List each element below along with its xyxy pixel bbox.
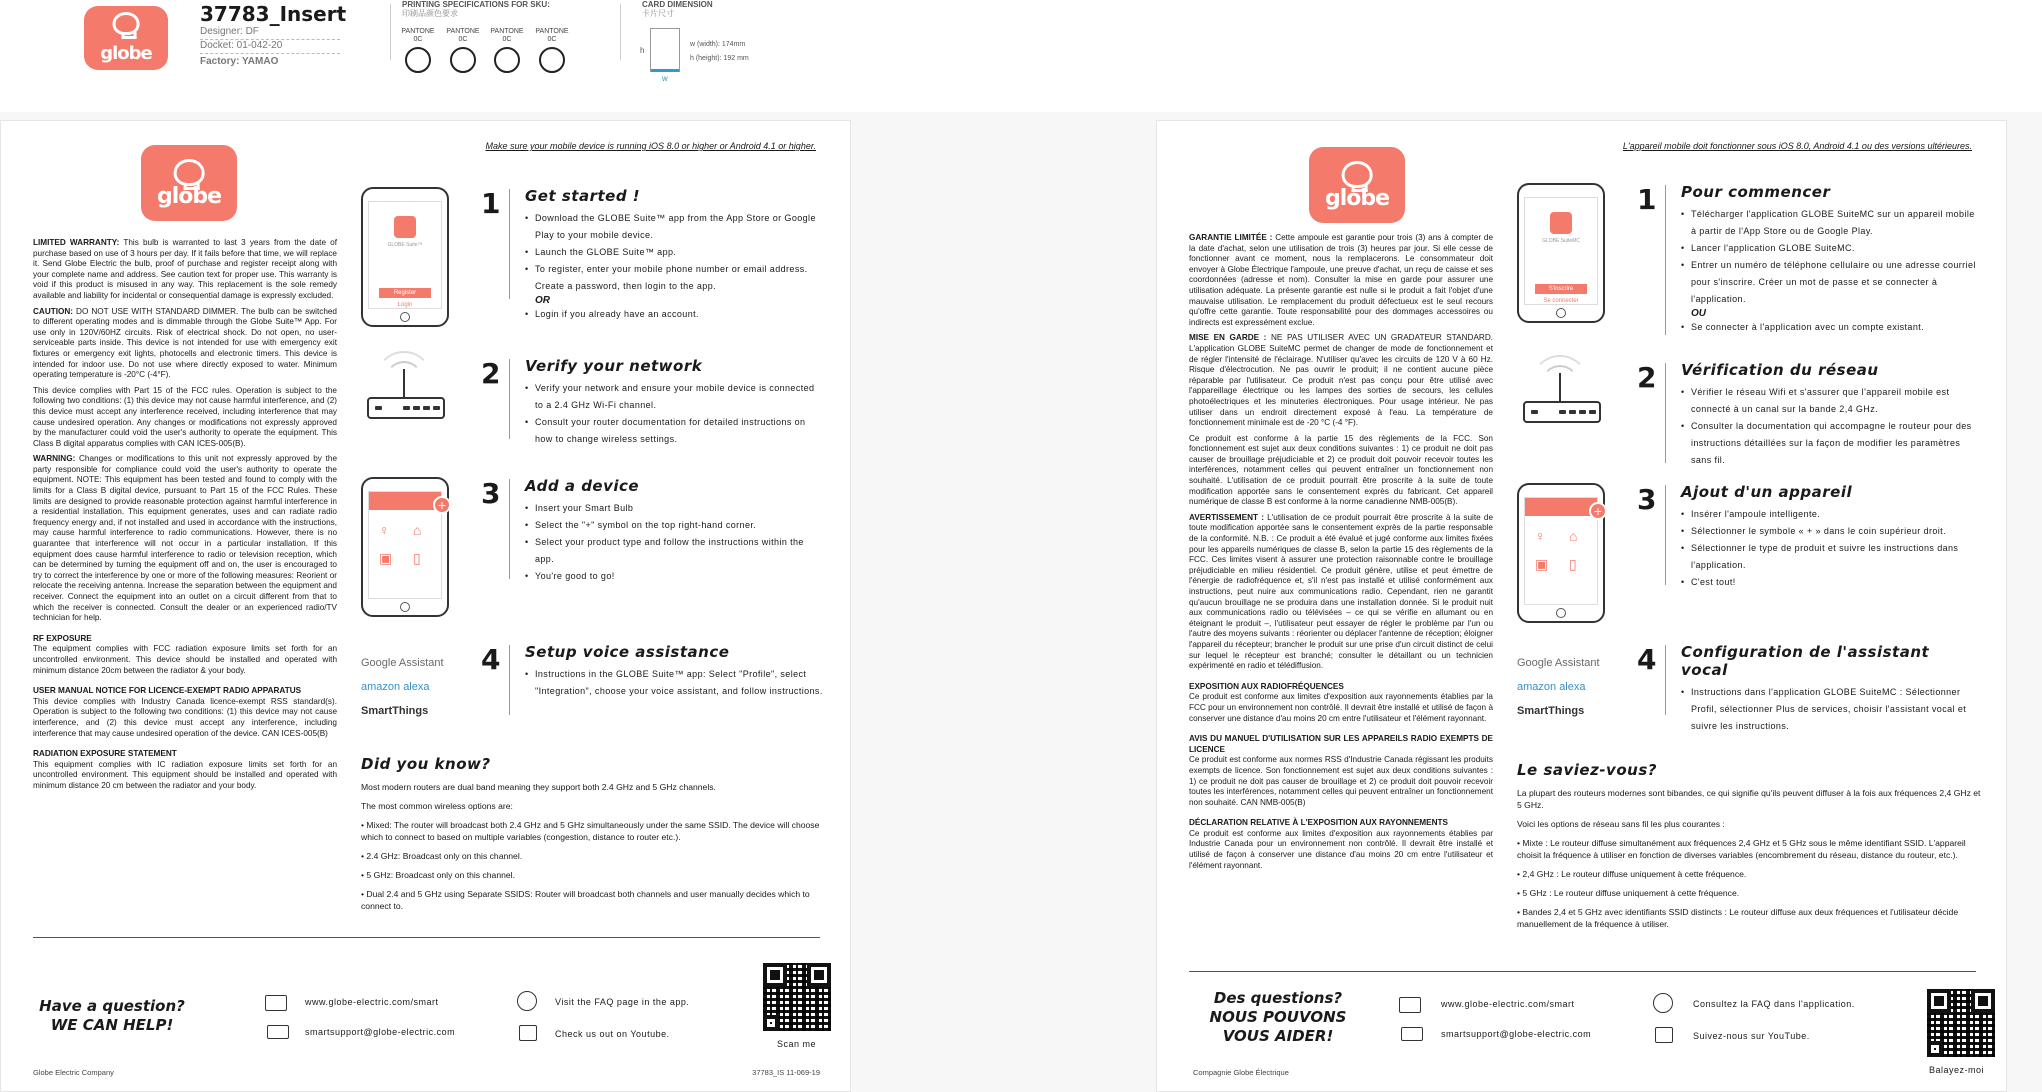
step-4 (361, 643, 831, 763)
rf-exposure-heading: EXPOSITION AUX RADIOFRÉQUENCES (1189, 681, 1344, 691)
dyk-text: Most modern routers are dual band meaning they support both 2.4 GHz and 5 GHz channels. (361, 782, 716, 792)
globe-logo: globe (84, 6, 168, 70)
register-button: S'inscrire (1535, 284, 1587, 294)
faq-link[interactable]: Visit the FAQ page in the app. (555, 997, 690, 1007)
licence-exempt-paragraph: This device complies with Industry Canada licence-exempt RSS standard(s). Operation is subject to the following two conditions: (1) this device may not cause interference, and (2) this device must accept any interference, including interference that may cause undesired operation of the device. CAN ICES-005(B) (33, 696, 337, 738)
instruction: • To register, enter your mobile phone number or email address. Create a password, then login to the app. (525, 261, 825, 295)
instruction: • Instructions in the GLOBE Suite™ app: Select "Profile", select "Integration", choose your voice assistant, and follow instructions. (525, 666, 825, 700)
company-name: Compagnie Globe Électrique (1193, 1068, 1289, 1077)
pantone-swatch: PANTONE 0C (445, 28, 481, 73)
step-title: Verify your network (525, 357, 703, 375)
instruction: • Select your product type and follow the instructions within the app. (525, 534, 825, 568)
website-link[interactable]: www.globe-electric.com/smart (1441, 999, 1575, 1009)
help-heading: Have a question? WE CAN HELP! (39, 997, 185, 1034)
radiation-heading: RADIATION EXPOSURE STATEMENT (33, 749, 177, 759)
dyk-text: • Mixed: The router will broadcast both 2.4 GHz and 5 GHz simultaneously under the same SSID. The device will choose which to connect to based on multiple variables (congestion, distance to router etc.). (361, 820, 820, 842)
step-1 (1517, 183, 1987, 332)
or-label: OU (1691, 308, 1706, 319)
doc-code: 37783_IS 11-069-19 (752, 1068, 820, 1077)
instruction: • Insert your Smart Bulb (525, 500, 825, 517)
globe-logo: globe (1309, 147, 1405, 223)
plus-icon: + (1589, 502, 1607, 520)
pantone-swatch: PANTONE 0C (489, 28, 525, 73)
rf-exposure-paragraph: The equipment complies with FCC radiation exposure limits set forth for an uncontrolled environment. This device should be installed and operated with minimum distance 20cm between the radiator & your body. (33, 644, 337, 675)
warning-paragraph: WARNING: Changes or modifications to this unit not expressly approved by the party responsible for compliance could void the user's authority to operate the equipment. NOTE: This equipment has been tested and found to comply with the limits for a Class B digital device, pursuant to Part 15 of the FCC Rules. These limits are designed to provide reasonable protection against harmful interference in a residential installation. This equipment generates, uses and can radiate radio frequency energy and, if not installed and used in accordance with the instructions, may cause harmful interference to radio communications. However, there is no guarantee that interference will not occur in a particular installation. If this equipment does cause harmful interference to radio or television reception, which can be determined by turning the equipment off and on, the user is encouraged to try to correct the interference by one or more of the following measures: Reorient or relocate the receiving antenna. Increase the separation between the equipment and receiver. Connect the equipment into an outlet on a circuit different from that to which the receiver is connected. Consult the dealer or an experienced radio/TV technician for help. (33, 454, 337, 623)
card-width: w (width): 174mm (690, 41, 746, 48)
plug-icon: ▯ (1569, 556, 1577, 572)
instruction: • Login if you already have an account. (525, 306, 825, 323)
instruction: • Select the "+" symbol on the top right-hand corner. (525, 517, 825, 534)
dyk-text: • 5 GHz: Broadcast only on this channel. (361, 870, 515, 880)
step-title: Setup voice assistance (525, 643, 730, 661)
card-w-label: w (662, 74, 668, 83)
instruction: • Consulter la documentation qui accompagne le routeur pour des instructions détaillées sur la façon de modifier les paramètres sans fil. (1681, 418, 1981, 469)
youtube-icon (519, 1025, 537, 1041)
step-number: 1 (481, 187, 501, 220)
step-title: Configuration de l'assistant vocal (1681, 643, 1930, 679)
warning-paragraph: AVERTISSEMENT : L'utilisation de ce produit pourrait être proscrite à la suite de toute modification apportée sans le consentement exprès de la partie responsable de la conformité. N.B. : Ce produit a été évalué et jugé conforme aux limites fixées pour les appareils numériques de classe B, selon la partie 15 des règlements de la FCC. Ces limites visent à assurer une protection raisonnable contre le brouillage préjudiciable en milieu résidentiel. Ce produit génère, utilise et peut émettre de l'énergie de radiofréquence et, s'il n'est pas installé et utilisé conformément aux instructions, peut nuire aux communications radio. Cependant, rien ne garantit qu'aucun brouillage ne se produira dans une installation donnée. Si le produit nuit aux communications radio ou télévisées – ce qui se vérifie en allumant ou en éteignant le produit –, l'utilisateur peut essayer de régler le problème par l'un ou l'autre des moyens suivants : réorienter ou déplacer l'antenne de réception; éloigner l'appareil du récepteur; brancher le produit sur une prise d'un circuit distinct de celui sur lequel le récepteur est branché; consulter le détaillant ou un technicien expérimenté en radio et télédiffusion. (1189, 512, 1494, 671)
company-name: Globe Electric Company (33, 1068, 114, 1077)
help-heading: Des questions? NOUS POUVONS VOUS AIDER! (1209, 989, 1347, 1045)
radiation-paragraph: Ce produit est conforme aux limites d'exposition aux rayonnements établies par Industrie Canada pour un environnement non contrôlé. Il devrait être installé et utilisé de façon à conserver une distance d'au moins 20 cm entre l'utilisateur et l'élément rayonnant. (1189, 828, 1493, 870)
login-link: Se connecter (1543, 298, 1579, 304)
instruction: • Consult your router documentation for detailed instructions on how to change wireless settings. (525, 414, 825, 448)
did-you-know (1517, 761, 1987, 937)
instruction: • Verify your network and ensure your mobile device is connected to a 2.4 GHz Wi-Fi channel. (525, 380, 825, 414)
dyk-text: La plupart des routeurs modernes sont bibandes, ce qui signifie qu'ils peuvent diffuser à la fois aux fréquences 2,4 GHz et 5 GHz. (1517, 788, 1981, 810)
dyk-text: • 2,4 GHz : Le routeur diffuse uniquement à cette fréquence. (1517, 869, 1747, 879)
scan-me-label: Scan me (777, 1039, 817, 1049)
fcc-paragraph: Ce produit est conforme à la partie 15 des règlements de la FCC. Son fonctionnement est sujet aux deux conditions suivantes : 1) ce produit ne doit pas causer de brouillage préjudiciable et 2) ce produit doit pouvoir recevoir toutes les interférences, notamment celles qui peuvent entraîner un fonctionnement non souhaité. L'utilisation de ce produit pourrait être proscrite à la suite de toute modification apportée sans le consentement exprès du fabricant. Cet appareil numérique de classe B est conforme à la norme canadienne NMB-005(B). (1189, 433, 1493, 507)
card-dimension-title: CARD DIMENSION 卡片尺寸 (642, 0, 713, 18)
phone-add-device-illustration (1517, 483, 1605, 623)
amazon-alexa-logo: amazon alexa (1517, 681, 1586, 693)
amazon-alexa-logo: amazon alexa (361, 681, 430, 693)
instruction: • Vérifier le réseau Wifi et s'assurer que l'appareil mobile est connecté à un canal sur la bande 2,4 GHz. (1681, 384, 1981, 418)
website-link[interactable]: www.globe-electric.com/smart (305, 997, 439, 1007)
web-icon (1399, 997, 1421, 1013)
divider (33, 937, 820, 938)
warranty-paragraph: LIMITED WARRANTY: This bulb is warranted to last 3 years from the date of purchase based on use of 3 hours per day. If it fails before that time, we will replace it. Send Globe Electric the bulb, proof of purchase and register receipt along with your complete name and address. See caution text for proper use. This warranty is void if this product is misused in any way. This replacement is the sole remedy available and liability for incidental or consequential damage is expressly excluded. (33, 238, 337, 300)
legal-text (1189, 233, 1493, 876)
outlet-icon: ▣ (1535, 556, 1549, 572)
instruction: • Se connecter à l'application avec un compte existant. (1681, 319, 1981, 336)
step-title: Vérification du réseau (1681, 361, 1879, 379)
instruction: • Sélectionner le symbole « + » dans le coin supérieur droit. (1681, 523, 1981, 540)
bulb-icon: ♀ (379, 522, 390, 538)
legal-text (33, 238, 337, 797)
faq-link[interactable]: Consultez la FAQ dans l'application. (1693, 999, 1855, 1009)
instruction: • Download the GLOBE Suite™ app from the App Store or Google Play to your mobile device. (525, 210, 825, 244)
step-title: Get started ! (525, 187, 641, 205)
qr-code[interactable] (763, 963, 831, 1031)
sku-title: 37783_Insert (200, 2, 347, 26)
instruction: • Lancer l'application GLOBE SuiteMC. (1681, 240, 1981, 257)
youtube-icon (1655, 1027, 1673, 1043)
radiation-paragraph: This equipment complies with IC radiation exposure limits set forth for an uncontrolled environment. This equipment should be installed and operated with minimum distance 20 cm between the radiator and your body. (33, 759, 337, 790)
lamp-icon: ⌂ (1569, 528, 1578, 544)
qr-code[interactable] (1927, 989, 1995, 1057)
warranty-paragraph: GARANTIE LIMITÉE : Cette ampoule est garantie pour trois (3) ans à compter de la date d'achat, selon une utilisation de trois (3) heures par jour. Si elle cesse de fonctionner avant ce moment, nous la remplacerons. Le consommateur doit envoyer à Globe Électrique l'ampoule, une preuve d'achat, un reçu de caisse et ses coordonnées (adresse et nom). Consulter la mise en garde pour assurer une utilisation adéquate. La présente garantie est nulle si le produit a fait l'objet d'une mauvaise utilisation. Le remplacement du produit défectueux est le seul recours qu'offre cette garantie. Toute responsabilité pour des dommages accessoires ou indirects est expressément exclue. (1189, 233, 1494, 327)
smartthings-logo: SmartThings (1517, 705, 1585, 717)
card-height: h (height): 192 mm (690, 55, 749, 62)
dyk-text: • Dual 2.4 and 5 GHz using Separate SSIDS: Router will broadcast both channels and user manually decides which to connect to. (361, 889, 810, 911)
dyk-text: • Bandes 2,4 et 5 GHz avec identifiants SSID distincts : Le routeur diffuse aux deux fréquences et l'utilisateur décide manuellement de la fréquence à utiliser. (1517, 907, 1959, 929)
divider (620, 4, 621, 60)
rf-exposure-heading: RF EXPOSURE (33, 633, 92, 643)
email-icon (267, 1025, 289, 1039)
instruction: • Launch the GLOBE Suite™ app. (525, 244, 825, 261)
device-requirement-note: L'appareil mobile doit fonctionner sous iOS 8.0, Android 4.1 ou des versions ultérieures. (1622, 141, 1972, 151)
email-icon (1401, 1027, 1423, 1041)
pantone-swatch: PANTONE 0C (534, 28, 570, 73)
bulb-icon: ♀ (1535, 528, 1546, 544)
instruction: • C'est tout! (1681, 574, 1981, 591)
divider (390, 4, 391, 60)
dyk-text: • 2.4 GHz: Broadcast only on this channel. (361, 851, 523, 861)
step-number: 3 (481, 477, 501, 510)
scan-me-label: Balayez-moi (1929, 1065, 1985, 1075)
licence-exempt-paragraph: Ce produit est conforme aux normes RSS d'Industrie Canada régissant les produits exempts de licence. Son fonctionnement est sujet aux deux conditions suivantes : 1) ce produit ne doit pas causer de brouillage et 2) ce produit doit pouvoir recevoir toutes les interférences, notamment celles qui peuvent entraîner un fonctionnement non souhaité. CAN NMB-005(B) (1189, 755, 1493, 807)
faq-icon (517, 991, 537, 1011)
google-assistant-logo: Google Assistant (1517, 657, 1600, 669)
youtube-link[interactable]: Suivez-nous sur YouTube. (1693, 1031, 1810, 1041)
step-3 (361, 477, 831, 597)
step-1 (361, 187, 831, 319)
radiation-heading: DÉCLARATION RELATIVE À L'EXPOSITION AUX RAYONNEMENTS (1189, 818, 1448, 828)
device-requirement-note: Make sure your mobile device is running iOS 8.0 or higher or Android 4.1 or higher. (485, 141, 816, 151)
step-number: 4 (1637, 643, 1657, 676)
smartthings-logo: SmartThings (361, 705, 429, 717)
login-link: Login (397, 302, 413, 308)
docket-label: Docket: 01-042-20 (200, 40, 340, 54)
instruction: • Sélectionner le type de produit et suivre les instructions dans l'application. (1681, 540, 1981, 574)
pantone-swatch: PANTONE 0C (400, 28, 436, 73)
licence-exempt-heading: AVIS DU MANUEL D'UTILISATION SUR LES APPAREILS RADIO EXEMPTS DE LICENCE (1189, 734, 1493, 754)
fcc-paragraph: This device complies with Part 15 of the FCC rules. Operation is subject to the following two conditions: (1) this device may not cause harmful interference, and (2) this device must accept any interference received, including interference that may cause undesired operation. Any changes or modifications not expressly approved by the manufacturer could void the user's authority to operate the equipment. This Class B digital apparatus complies with CAN ICES-005(B). (33, 385, 337, 448)
register-button: Register (379, 288, 431, 298)
spec-header (0, 0, 2042, 112)
plus-icon: + (433, 496, 451, 514)
step-4 (1517, 643, 1987, 763)
factory-label: Factory: YAMAO (200, 56, 279, 67)
router-illustration (1517, 361, 1607, 503)
did-you-know-title: Did you know? (361, 755, 491, 773)
phone-register-illustration: GLOBE SuiteMC S'inscrire Se connecter (1517, 183, 1605, 323)
step-number: 2 (1637, 361, 1657, 394)
instruction: • Instructions dans l'application GLOBE SuiteMC : Sélectionner Profil, sélectionner Plus de services, choisir l'assistant vocal et suivre les instructions. (1681, 684, 1981, 735)
dyk-text: • 5 GHz : Le routeur diffuse uniquement à cette fréquence. (1517, 888, 1740, 898)
lamp-icon: ⌂ (413, 522, 422, 538)
globe-logo: globe (141, 145, 237, 221)
instruction: • Télécharger l'application GLOBE SuiteMC sur un appareil mobile à partir de l'App Store ou de Google Play. (1681, 206, 1981, 240)
email-link[interactable]: smartsupport@globe-electric.com (305, 1027, 456, 1037)
plug-icon: ▯ (413, 550, 421, 566)
rf-exposure-paragraph: Ce produit est conforme aux limites d'exposition aux rayonnements établies par la FCC pour un environnement non contrôlé. Il devrait être installé et utilisé de façon à conserver une distance d'au moins 20 cm entre l'utilisateur et l'élément rayonnant. (1189, 692, 1493, 723)
designer-label: Designer: DF (200, 26, 340, 40)
english-insert (0, 120, 851, 1092)
caution-paragraph: CAUTION: DO NOT USE WITH STANDARD DIMMER. The bulb can be switched to different operating modes and is dimmable through the Globe Suite™ App. For use only in 120V/60HZ circuits. Risk of electrical shock. Do not open, no user-serviceable parts inside. This device is not intended for use with emergency exit fixtures or emergency exit lights, photocells and electronic timers. This device is intended for indoor use. Do not use where directly exposed to water. Minimum operating temperature is -20°C (-4°F). (33, 306, 337, 380)
instruction: • Entrer un numéro de téléphone cellulaire ou une adresse courriel pour s'inscrire. Créer un mot de passe et se connecter à l'application. (1681, 257, 1981, 308)
dyk-text: The most common wireless options are: (361, 801, 513, 811)
phone-register-illustration: GLOBE Suite™ Register Login (361, 187, 449, 327)
or-label: OR (535, 295, 550, 306)
step-number: 3 (1637, 483, 1657, 516)
caution-paragraph: MISE EN GARDE : NE PAS UTILISER AVEC UN GRADATEUR STANDARD. L'application GLOBE SuiteMC permet de changer de mode de fonctionnement et de régler l'intensité de l'éclairage. N'utiliser qu'avec les circuits de 120 V à 60 Hz. Risque d'électrocution. Ne pas ouvrir le produit; il ne contient aucune pièce réparable par l'utilisateur. Ce produit n'est pas conçu pour être utilisé avec l'appareillage électrique ou les lampes des sorties de secours, les cellules photoélectriques et les minuteries électroniques. Pour usage intérieur. Ne pas utiliser dans un endroit directement exposé à l'eau. La température de fonctionnement minimale est de -20 °C (-4 °F). (1189, 333, 1494, 428)
step-number: 4 (481, 643, 501, 676)
card-h-label: h (640, 46, 645, 55)
email-link[interactable]: smartsupport@globe-electric.com (1441, 1029, 1592, 1039)
french-insert (1156, 120, 2007, 1092)
faq-icon (1653, 993, 1673, 1013)
licence-exempt-heading: USER MANUAL NOTICE FOR LICENCE-EXEMPT RADIO APPARATUS (33, 686, 302, 696)
card-dimension-box (650, 28, 680, 72)
step-number: 2 (481, 357, 501, 390)
youtube-link[interactable]: Check us out on Youtube. (555, 1029, 670, 1039)
divider (1189, 971, 1976, 972)
outlet-icon: ▣ (379, 550, 393, 566)
dyk-text: • Mixte : Le routeur diffuse simultanément aux fréquences 2,4 GHz et 5 GHz sous le même identifiant SSID. L'appareil choisit la fréquence à utiliser en fonction de diverses variables (encombrement du réseau, distance du routeur, etc.). (1517, 838, 1966, 860)
dyk-text: Voici les options de réseau sans fil les plus courantes : (1517, 819, 1725, 829)
phone-add-device-illustration (361, 477, 449, 617)
instruction: • Insérer l'ampoule intelligente. (1681, 506, 1981, 523)
step-2 (361, 357, 831, 477)
printing-spec-title: PRINTING SPECIFICATIONS FOR SKU: 印刷品颜色要求 (402, 0, 550, 18)
instruction: • You're good to go! (525, 568, 825, 585)
web-icon (265, 995, 287, 1011)
did-you-know (361, 755, 831, 919)
step-title: Pour commencer (1681, 183, 1831, 201)
step-title: Ajout d'un appareil (1681, 483, 1853, 501)
step-3 (1517, 483, 1987, 603)
step-title: Add a device (525, 477, 640, 495)
step-number: 1 (1637, 183, 1657, 216)
google-assistant-logo: Google Assistant (361, 657, 444, 669)
did-you-know-title: Le saviez-vous? (1517, 761, 1657, 779)
step-2 (1517, 361, 1987, 481)
